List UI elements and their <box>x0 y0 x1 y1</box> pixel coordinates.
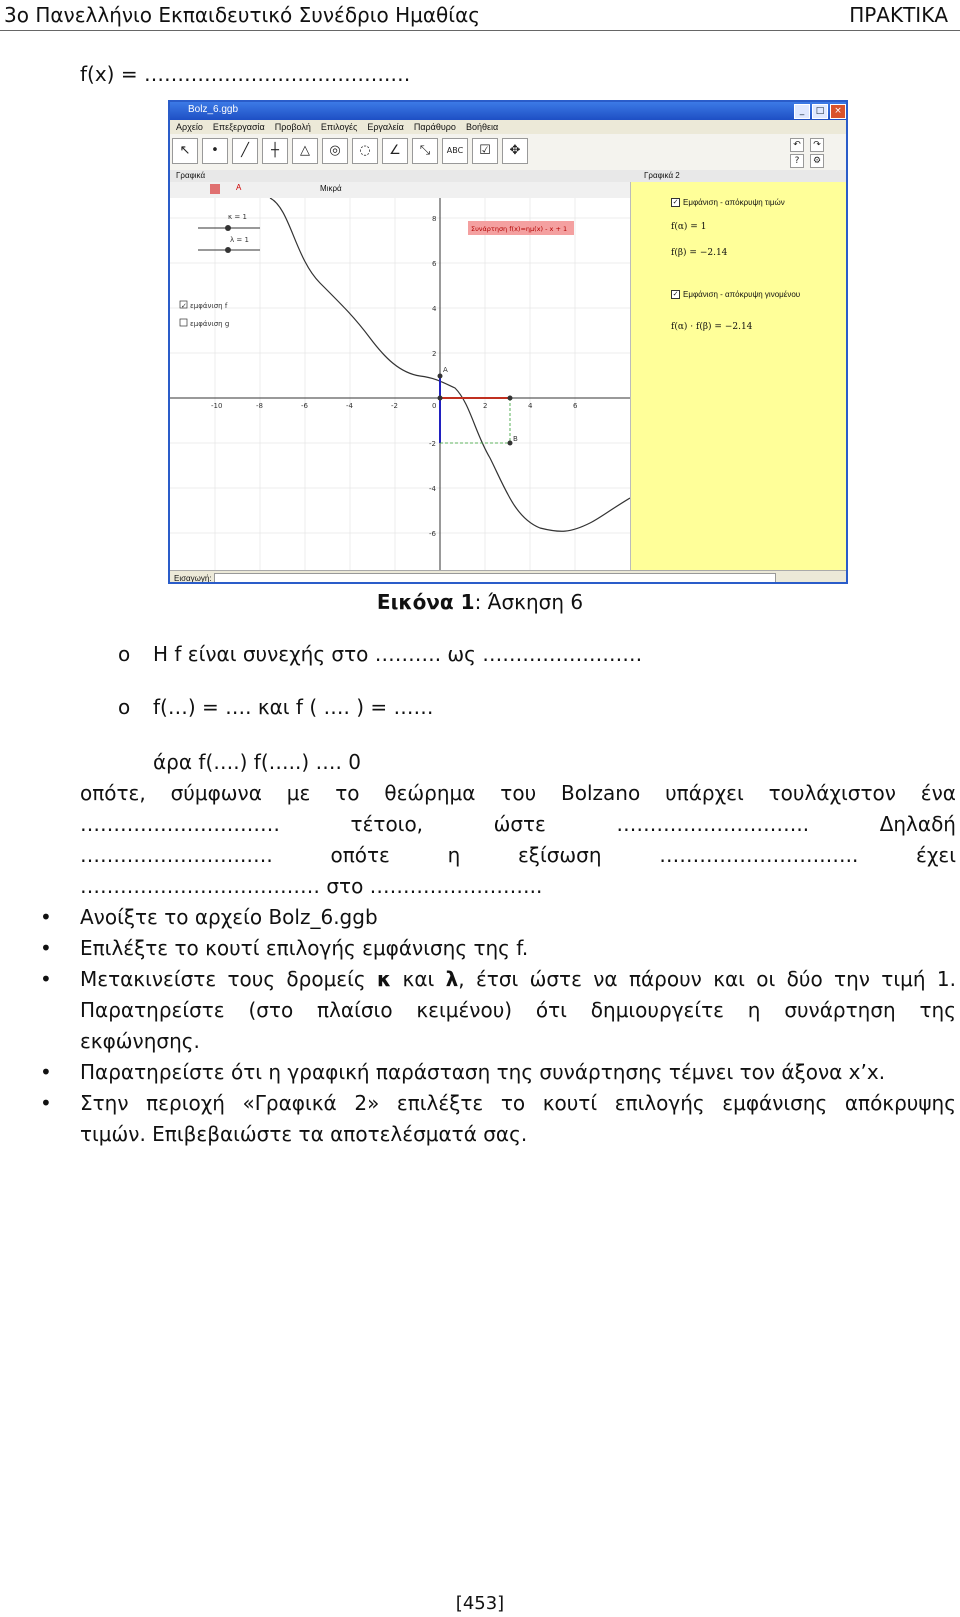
bullet-open-file: Ανοίξτε το αρχείο Bolz_6.ggb <box>80 905 378 929</box>
text-color-icon[interactable]: A <box>236 183 242 192</box>
check-g-box <box>180 319 187 326</box>
bullet-icon: • <box>40 1091 52 1115</box>
para-line-4: …………………….…. οπότε η εξίσωση …………………….….. έχει <box>80 843 956 867</box>
close-icon[interactable]: × <box>830 104 846 119</box>
caption-bold: Εικόνα 1 <box>376 590 475 614</box>
slider-k-label: κ = 1 <box>228 213 247 221</box>
slider-k-handle <box>225 225 231 231</box>
menu-bar <box>170 120 848 134</box>
minimize-icon[interactable]: _ <box>794 104 810 119</box>
bullet-move-sliders-end: εκφώνησης. <box>80 1029 200 1053</box>
input-bar <box>170 570 848 584</box>
menu-window[interactable]: Παράθυρο <box>413 122 456 132</box>
text-tool-icon[interactable]: ABC <box>442 138 468 164</box>
graphics-view-title: Γραφικά <box>176 171 206 180</box>
slider-l-label: λ = 1 <box>230 236 249 244</box>
menu-help[interactable]: Βοήθεια <box>465 122 499 132</box>
point-tool-icon[interactable]: • <box>202 138 228 164</box>
header-conference-title: 3ο Πανελλήνιο Εκπαιδευτικό Συνέδριο Ημαθίας <box>4 3 480 27</box>
slider-tool-icon[interactable]: ☑ <box>472 138 498 164</box>
figure-caption <box>0 590 960 614</box>
point-b-label: B <box>513 435 518 443</box>
undo-icon[interactable]: ↶ <box>790 138 804 152</box>
y-tick: 8 <box>432 215 437 223</box>
settings-icon[interactable]: ⚙ <box>810 154 824 168</box>
graphics2-view <box>630 182 848 570</box>
para-line-5: ……………………………… στο …………………….. <box>80 874 543 898</box>
check-f-label: εμφάνιση f <box>190 302 228 310</box>
bullet-icon: • <box>40 905 52 929</box>
caption-text: : Άσκηση 6 <box>474 590 584 614</box>
ellipse-tool-icon[interactable]: ◌ <box>352 138 378 164</box>
product-value: f(α) · f(β) = −2.14 <box>671 322 753 332</box>
show-product-check[interactable]: ✓ Εμφάνιση - απόκρυψη γινομένου <box>672 290 801 299</box>
menu-options[interactable]: Επιλογές <box>320 122 358 132</box>
page-number: [453] <box>455 1593 505 1614</box>
tool-bar <box>170 134 848 171</box>
graphics2-view-title: Γραφικά 2 <box>644 171 680 180</box>
point-root <box>508 396 513 401</box>
angle-tool-icon[interactable]: ∠ <box>382 138 408 164</box>
bullet-move-sliders: Μετακινείστε τους δρομείς κ και λ, έτσι ώστε να πάρουν και οι δύο την τιμή 1. <box>80 967 956 991</box>
x-tick: 4 <box>528 402 533 410</box>
o-item-values: f(…) = …. και f ( …. ) = …… <box>153 695 434 719</box>
y-tick: -6 <box>429 530 436 538</box>
show-product-label: Εμφάνιση - απόκρυψη γινομένου <box>683 290 801 299</box>
point-origin <box>438 396 443 401</box>
menu-tools[interactable]: Εργαλεία <box>367 122 404 132</box>
para-line-2: οπότε, σύμφωνα με το θεώρημα του Bolzano υπάρχει τουλάχιστον ένα <box>80 781 956 805</box>
bullet-graphics2: Στην περιοχή «Γραφικά 2» επιλέξτε το κουτί επιλογής εμφάνισης απόκρυψης <box>80 1091 956 1115</box>
show-values-check[interactable]: ✓ Εμφάνιση - απόκρυψη τιμών <box>672 198 785 207</box>
perpendicular-tool-icon[interactable]: ┼ <box>262 138 288 164</box>
para-line-3: ………………………… τέτοιο, ώστε ……………………….. Δηλαδή <box>80 812 956 836</box>
bullet-observe-intersection: Παρατηρείστε ότι η γραφική παράσταση της συνάρτησης τέμνει τον άξονα x’x. <box>80 1060 886 1084</box>
menu-view[interactable]: Προβολή <box>274 122 311 132</box>
maximize-icon[interactable]: □ <box>812 104 828 119</box>
graphics-view[interactable] <box>170 198 630 570</box>
y-tick: -4 <box>429 485 436 493</box>
x-tick: -10 <box>211 402 223 410</box>
o-item-continuity: Η f είναι συνεχής στο ………. ως …………………… <box>153 642 643 666</box>
x-tick: -6 <box>301 402 308 410</box>
help-icon[interactable]: ? <box>790 154 804 168</box>
x-tick: -8 <box>256 402 263 410</box>
bullet-move-sliders-cont: Παρατηρείστε (στο πλαίσιο κειμένου) ότι δημιουργείτε η συνάρτηση της <box>80 998 956 1022</box>
line-tool-icon[interactable]: ╱ <box>232 138 258 164</box>
bullet-graphics2-cont: τιμών. Επιβεβαιώστε τα αποτελέσματά σας. <box>80 1122 528 1146</box>
menu-edit[interactable]: Επεξεργασία <box>212 122 265 132</box>
show-values-label: Εμφάνιση - απόκρυψη τιμών <box>683 198 785 207</box>
f-alpha-value: f(α) = 1 <box>671 222 707 232</box>
style-bar <box>170 182 630 199</box>
slider-l-handle <box>225 247 231 253</box>
input-field[interactable] <box>214 573 776 584</box>
f-beta-value: f(β) = −2.14 <box>671 248 728 258</box>
redo-icon[interactable]: ↷ <box>810 138 824 152</box>
fx-line: f(x) = ……………………………….… <box>80 62 411 86</box>
reflect-tool-icon[interactable]: ⤡ <box>412 138 438 164</box>
move-tool-icon[interactable]: ↖ <box>172 138 198 164</box>
y-tick: -2 <box>429 440 436 448</box>
bullet-select-checkbox: Επιλέξτε το κουτί επιλογής εμφάνισης της f. <box>80 936 529 960</box>
x-tick: -2 <box>391 402 398 410</box>
graph-canvas[interactable] <box>170 198 630 570</box>
bullet-icon: • <box>40 936 52 960</box>
x-tick: 0 <box>432 402 437 410</box>
x-tick: 6 <box>573 402 578 410</box>
color-swatch-icon[interactable] <box>210 184 220 194</box>
function-text: Συνάρτηση f(x)=ημ(x) - x + 1 <box>471 225 568 233</box>
point-b <box>508 441 513 446</box>
circle-tool-icon[interactable]: ◎ <box>322 138 348 164</box>
geogebra-window <box>168 100 848 584</box>
svg-text:✓: ✓ <box>181 302 187 310</box>
x-tick: 2 <box>483 402 488 410</box>
move-view-tool-icon[interactable]: ✥ <box>502 138 528 164</box>
size-select[interactable]: Μικρά <box>320 184 342 193</box>
point-a-label: A <box>443 366 448 374</box>
function-curve <box>270 198 630 531</box>
window-titlebar <box>170 102 848 120</box>
input-label: Εισαγωγή: <box>174 574 212 583</box>
bullet-icon: • <box>40 967 52 991</box>
header-proceedings: ΠΡΑΚΤΙΚΑ <box>849 3 948 27</box>
y-tick: 4 <box>432 305 437 313</box>
point-a <box>438 374 443 379</box>
menu-file[interactable]: Αρχείο <box>176 122 203 132</box>
o-marker: o <box>118 642 131 666</box>
polygon-tool-icon[interactable]: △ <box>292 138 318 164</box>
window-title: Bolz_6.ggb <box>188 104 239 115</box>
page-header <box>0 0 960 31</box>
bullet-icon: • <box>40 1060 52 1084</box>
y-tick: 6 <box>432 260 437 268</box>
check-g-label: εμφάνιση g <box>190 320 230 328</box>
o-marker: o <box>118 695 131 719</box>
y-tick: 2 <box>432 350 437 358</box>
x-tick: -4 <box>346 402 353 410</box>
para-line-1: άρα f(….) f(…..) …. 0 <box>153 750 361 774</box>
